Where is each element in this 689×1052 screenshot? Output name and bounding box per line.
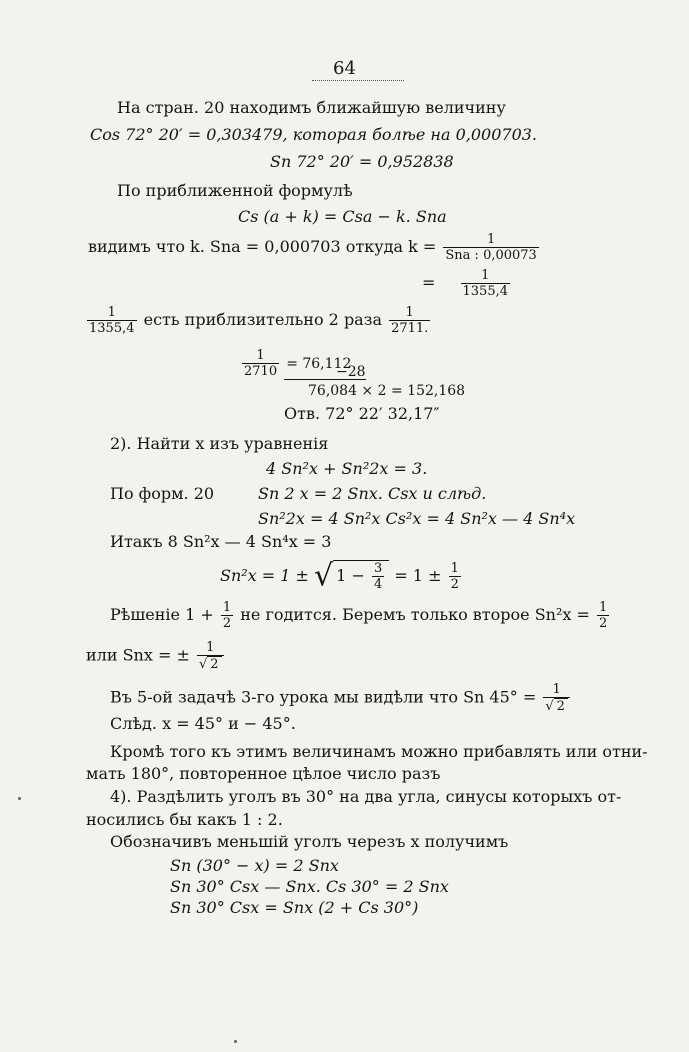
formula-text: −28	[336, 364, 366, 380]
text-line: Обозначивъ меньшій уголъ черезъ x получимъ	[110, 832, 509, 851]
formula-line: Cs (a + k) = Csa − k. Sna	[238, 207, 447, 226]
denominator: 1355,4	[89, 321, 135, 336]
formula-line	[240, 348, 351, 379]
formula-line	[88, 232, 541, 263]
radicand: 2	[207, 656, 221, 672]
print-speck	[18, 797, 21, 800]
numerator: 1	[107, 305, 116, 320]
fraction	[461, 268, 511, 299]
formula-text: есть приблизительно 2 раза	[143, 310, 382, 329]
numerator: 3	[373, 561, 383, 576]
formula-text: не годится. Беремъ только второе Sn²x =	[240, 605, 590, 624]
formula-line	[86, 640, 226, 672]
formula-line: Sn 30° Csx — Snx. Cs 30° = 2 Snx	[170, 877, 449, 896]
formula-line	[110, 682, 572, 714]
denominator: 1355,4	[462, 284, 508, 299]
fraction	[221, 600, 233, 631]
numerator: 1	[222, 600, 232, 615]
formula-text: 1 −	[336, 566, 365, 585]
text-line: мать 180°, повторенное цѣлое число разъ	[86, 764, 441, 783]
header-rule	[312, 80, 404, 81]
text-line: Слѣд. x = 45° и − 45°.	[110, 714, 296, 733]
fraction	[389, 305, 430, 336]
denominator: 2711.	[391, 321, 429, 336]
numerator: 1	[552, 682, 561, 697]
numerator: 1	[481, 268, 490, 283]
denominator: 2710	[244, 364, 278, 379]
text-line: На стран. 20 находимъ ближайшую величину	[117, 98, 506, 117]
text-line: Итакъ 8 Sn²x — 4 Sn⁴x = 3	[110, 532, 332, 551]
formula-line: Sn (30° − x) = 2 Snx	[170, 856, 339, 875]
answer-line: Отв. 72° 22′ 32,17″	[284, 404, 440, 423]
page-number: 64	[333, 58, 356, 79]
numerator: 1	[405, 305, 414, 320]
formula-text: =	[422, 273, 436, 292]
fraction	[197, 640, 224, 672]
formula-line	[110, 600, 611, 631]
formula-line: Sn 2 x = 2 Snx. Csx и слѣд.	[258, 484, 487, 503]
denominator	[197, 655, 224, 672]
fraction	[87, 305, 137, 336]
radical-sign: √	[198, 657, 208, 672]
formula-line	[85, 305, 432, 336]
formula-line: 4 Sn²x + Sn²2x = 3.	[266, 459, 428, 478]
formula-text: видимъ что k. Sna = 0,000703 откуда k =	[88, 237, 437, 256]
formula-text: = 76,112	[286, 356, 352, 372]
denominator: 4	[373, 577, 383, 592]
fraction	[242, 348, 279, 379]
radicand: 2	[554, 698, 568, 714]
formula-text: 76,084 × 2 = 152,168	[308, 383, 466, 399]
formula-text: или Snx = ±	[86, 645, 190, 665]
fraction	[372, 561, 384, 592]
fraction	[443, 232, 538, 263]
denominator: 2	[450, 577, 459, 592]
formula-line: Sn²2x = 4 Sn²x Cs²x = 4 Sn²x — 4 Sn⁴x	[258, 509, 576, 528]
numerator: 1	[256, 348, 265, 363]
radical-sign: √	[314, 558, 334, 594]
denominator: Sna : 0,00073	[445, 248, 537, 263]
numerator: 1	[206, 640, 215, 655]
subtraction-rule	[284, 379, 366, 380]
formula-text: Въ 5-ой задачѣ 3-го урока мы видѣли что Sn 45° =	[110, 687, 537, 707]
formula-line: Sn 72° 20′ = 0,952838	[270, 152, 454, 171]
print-speck	[234, 1040, 237, 1043]
formula-line: Sn 30° Csx = Snx (2 + Cs 30°)	[170, 898, 419, 917]
numerator: 1	[486, 232, 496, 247]
fraction	[543, 682, 570, 714]
text-line: 2). Найти x изъ уравненія	[110, 434, 329, 453]
text-line: По приближенной формулѣ	[117, 181, 353, 200]
radicand	[333, 560, 389, 592]
formula-line: Cos 72° 20′ = 0,303479, которая болѣе на 0,000703.	[90, 125, 538, 144]
denominator	[543, 697, 570, 714]
formula-line	[422, 268, 512, 299]
formula-text: Рѣшеніе 1 +	[110, 605, 214, 624]
text-line: Кромѣ того къ этимъ величинамъ можно прибавлять или отни-	[110, 742, 648, 761]
formula-text: Sn²x = 1 ±	[220, 566, 309, 585]
denominator: 2	[222, 616, 232, 631]
text-line: носились бы какъ 1 : 2.	[86, 810, 283, 829]
fraction	[449, 561, 461, 592]
formula-text: = 1 ±	[394, 566, 442, 585]
radical-sign: √	[545, 699, 554, 714]
text-line: 4). Раздѣлить уголъ въ 30° на два угла, синусы которыхъ от-	[110, 787, 622, 806]
numerator: 1	[599, 600, 608, 615]
formula-line	[220, 560, 463, 592]
text-line: По форм. 20	[110, 484, 215, 503]
fraction	[597, 600, 609, 631]
denominator: 2	[599, 616, 608, 631]
numerator: 1	[450, 561, 459, 576]
